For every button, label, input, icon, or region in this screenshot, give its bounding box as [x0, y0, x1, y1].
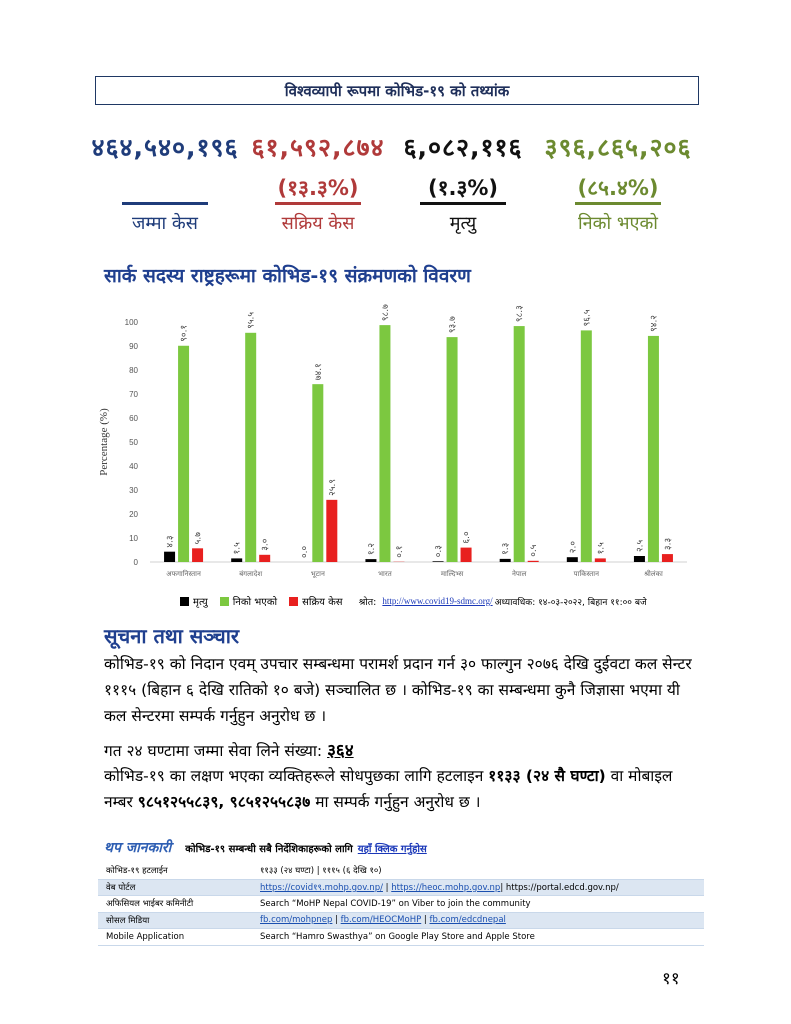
bar-recovered: [514, 326, 525, 562]
bar-active: [662, 554, 673, 562]
data-label: ०.३: [434, 545, 445, 558]
stat-underline: [420, 202, 506, 205]
hotline-number: ११३३ (२४ सै घण्टा): [488, 767, 606, 785]
x-tick-label: भारत: [378, 570, 392, 578]
x-tick-label: भूटान: [310, 570, 325, 578]
stat-percent: (८५.४%): [577, 176, 659, 200]
y-tick-label: 40: [129, 462, 138, 471]
stat-deaths: [378, 130, 548, 235]
web-portal-link[interactable]: https://heoc.mohp.gov.np: [391, 882, 501, 893]
social-link[interactable]: fb.com/mohpnep: [260, 915, 333, 926]
data-label: १.३: [501, 542, 512, 555]
bar-recovered: [648, 336, 659, 562]
bar-recovered: [581, 330, 592, 562]
table-row: [98, 863, 704, 879]
bar-recovered: [312, 384, 323, 562]
stat-label: सक्रिय केस: [281, 213, 355, 234]
more-info-text: कोभिड-१९ सम्बन्धी सबै निर्देशिकाहरूको लागि: [185, 844, 353, 855]
bar-deaths: [634, 556, 645, 562]
legend-swatch: [180, 597, 189, 606]
legend-item-recovered: [220, 594, 277, 608]
bar-recovered: [379, 325, 390, 562]
data-label: २५.९: [327, 478, 338, 496]
data-label: ५.७: [193, 532, 204, 545]
data-label: ४.३: [165, 535, 176, 548]
stat-value: ६,०८२,११६: [403, 133, 523, 162]
stat-underline: [575, 202, 661, 205]
y-tick-label: 60: [129, 414, 138, 423]
legend-item-active: [289, 594, 342, 608]
table-row-value: Search “Hamro Swasthya” on Google Play Store and Apple Store: [252, 929, 704, 946]
y-axis-label: Percentage (%): [98, 408, 110, 476]
y-tick-label: 0: [133, 558, 138, 567]
data-label: १.५: [596, 542, 607, 555]
stat-label: मृत्यु: [449, 213, 477, 234]
source-label: श्रोत:: [358, 596, 377, 608]
y-tick-label: 50: [129, 438, 138, 447]
chart-section-title: सार्क सदस्य राष्ट्रहरूमा कोभिड-१९ संक्रमणको विवरण: [104, 265, 471, 287]
x-tick-label: श्रीलंका: [644, 570, 663, 578]
stat-percent: (१.३%): [427, 176, 499, 200]
table-row-label: वेब पोर्टल: [98, 879, 252, 896]
stat-recovered: [533, 130, 703, 235]
stat-value: ४६४,५४०,१९६: [91, 133, 239, 162]
bar-deaths: [500, 559, 511, 562]
bar-active: [326, 500, 337, 562]
data-label: ०.५: [529, 544, 540, 557]
data-label: १.२: [366, 542, 377, 556]
legend-label: मृत्यु: [193, 597, 208, 608]
table-row-value: Search “MoHP Nepal COVID-19” on Viber to join the community: [252, 896, 704, 913]
more-info-heading: थप जानकारी: [104, 840, 172, 856]
y-tick-label: 10: [129, 534, 138, 543]
data-label: ३.०: [260, 538, 271, 551]
bar-active: [461, 548, 472, 562]
legend-item-deaths: [180, 594, 208, 608]
more-info-line: [104, 838, 427, 857]
bar-deaths: [164, 552, 175, 562]
stat-percent: (१३.३%): [277, 176, 359, 200]
table-row-label: अफिसियल भाईबर कमिनीटी: [98, 896, 252, 913]
legend-swatch: [220, 597, 229, 606]
legend-swatch: [289, 597, 298, 606]
table-row-label: Mobile Application: [98, 929, 252, 946]
stat-total-cases: [80, 130, 250, 235]
para2-text-c: मा सम्पर्क गर्नुहुन अनुरोध छ ।: [315, 793, 481, 811]
source-link[interactable]: http://www.covid19-sdmc.org/: [382, 596, 493, 606]
x-tick-label: बंगलादेश: [239, 570, 263, 578]
data-label: ०.१: [394, 545, 405, 558]
data-label: ९५.५: [246, 311, 257, 329]
chart-legend: [180, 594, 647, 608]
data-label: ०.०: [299, 545, 310, 558]
table-row: [98, 879, 704, 896]
y-tick-label: 70: [129, 390, 138, 399]
social-link[interactable]: fb.com/HEOCMoHP: [340, 915, 422, 926]
web-portal-link[interactable]: https://portal.edcd.gov.np/: [505, 882, 619, 893]
para2-text-a: कोभिड-१९ का लक्षण भएका व्यक्तिहरूले सोधपुछका लागि हटलाइन: [104, 767, 484, 785]
stat-underline: [275, 202, 361, 205]
contact-table: [98, 863, 704, 946]
stat-underline: [122, 202, 208, 205]
social-link[interactable]: fb.com/edcdnepal: [429, 915, 506, 926]
bar-deaths: [231, 558, 242, 562]
table-row: [98, 912, 704, 929]
table-row-value: https://covid१९.mohp.gov.np/ | https://heoc.mohp.gov.np| https://portal.edcd.gov.np/: [252, 879, 704, 896]
bar-active: [192, 548, 203, 562]
legend-label: सक्रिय केस: [302, 597, 343, 608]
count-label: गत २४ घण्टामा जम्मा सेवा लिने संख्या:: [104, 742, 323, 760]
bar-deaths: [365, 559, 376, 562]
y-tick-label: 30: [129, 486, 138, 495]
page-title-box: [95, 76, 699, 105]
bar-active: [528, 561, 539, 562]
table-row-value: ११३३ (२४ घण्टा) | १११५ (६ देखि १०): [252, 863, 704, 879]
bar-active: [595, 558, 606, 562]
y-tick-label: 20: [129, 510, 138, 519]
para2-text-b: वा मोबाइल नम्बर: [104, 767, 673, 811]
legend-label: निको भएको: [232, 597, 278, 608]
mobile-numbers: ९८५१२५५८३९, ९८५१२५५८३७: [137, 793, 311, 811]
data-label: १.५: [232, 542, 243, 555]
data-label: २.५: [635, 539, 646, 552]
data-label: ३.३: [663, 537, 674, 551]
updated-label: अध्यावधिक: १४-०३-२०२२, बिहान ११:०० बजे: [494, 597, 647, 608]
bar-recovered: [178, 346, 189, 562]
bar-deaths: [567, 557, 578, 562]
x-tick-label: अफगानिस्तान: [166, 570, 201, 578]
count-value: ३६४: [327, 741, 354, 761]
stat-percent: [80, 174, 250, 200]
stat-value: ३९६,८६५,२०६: [544, 133, 692, 162]
y-tick-label: 90: [129, 342, 138, 351]
page-number: ११: [662, 969, 680, 989]
data-label: ९४.२: [649, 315, 660, 332]
data-label: ६.०: [462, 531, 473, 544]
table-row-label: सोसल मिडिया: [98, 912, 252, 929]
data-label: ९०.१: [179, 324, 190, 342]
info-count-line: [104, 738, 702, 764]
data-label: ९८.३: [515, 305, 526, 323]
data-label: ९८.७: [380, 304, 391, 322]
x-tick-label: नेपाल: [511, 570, 527, 578]
web-portal-link[interactable]: https://covid१९.mohp.gov.np/: [260, 882, 383, 893]
bar-recovered: [447, 337, 458, 562]
table-row-label: कोभिड-१९ हटलाईन: [98, 863, 252, 879]
table-row: [98, 896, 704, 913]
x-tick-label: पाकिस्तान: [573, 570, 600, 578]
x-tick-label: माल्दिभ्स: [440, 570, 464, 578]
bar-recovered: [245, 333, 256, 562]
stat-value: ६१,५९२,८७४: [251, 133, 385, 162]
info-paragraph-1: कोभिड-१९ को निदान एवम् उपचार सम्बन्धमा परामर्श प्रदान गर्न ३० फाल्गुन २०७६ देखि दुईवटा कल सेन्टर १११५ (बिहान ६ देखि रातिको १० बजे) सञ्चालित छ । कोभिड-१९ का सम्बन्धमा कुनै जिज्ञासा भएमा यी कल सेन्टरमा सम्पर्क गर्नुहुन अनुरोध छ ।: [104, 655, 692, 725]
data-label: ७४.१: [313, 363, 324, 381]
stat-label: निको भएको: [578, 213, 658, 234]
data-label: ९३.७: [448, 316, 459, 334]
info-paragraph-2: [104, 763, 702, 815]
saarc-bar-chart: [95, 300, 695, 590]
table-row-value: fb.com/mohpnep | fb.com/HEOCMoHP | fb.com/edcdnepal: [252, 912, 704, 929]
data-label: २.०: [568, 540, 579, 554]
data-label: ९६.५: [582, 309, 593, 327]
stat-label: जम्मा केस: [132, 213, 198, 234]
y-tick-label: 100: [124, 318, 138, 327]
page-title: विश्वव्यापी रूपमा कोभिड-१९ को तथ्यांक: [284, 81, 510, 100]
bar-active: [259, 555, 270, 562]
table-row: [98, 929, 704, 946]
bar-deaths: [433, 561, 444, 562]
info-heading: सूचना तथा सञ्चार: [104, 624, 240, 648]
guidelines-link[interactable]: यहाँ क्लिक गर्नुहोस: [357, 844, 427, 855]
y-tick-label: 80: [129, 366, 138, 375]
